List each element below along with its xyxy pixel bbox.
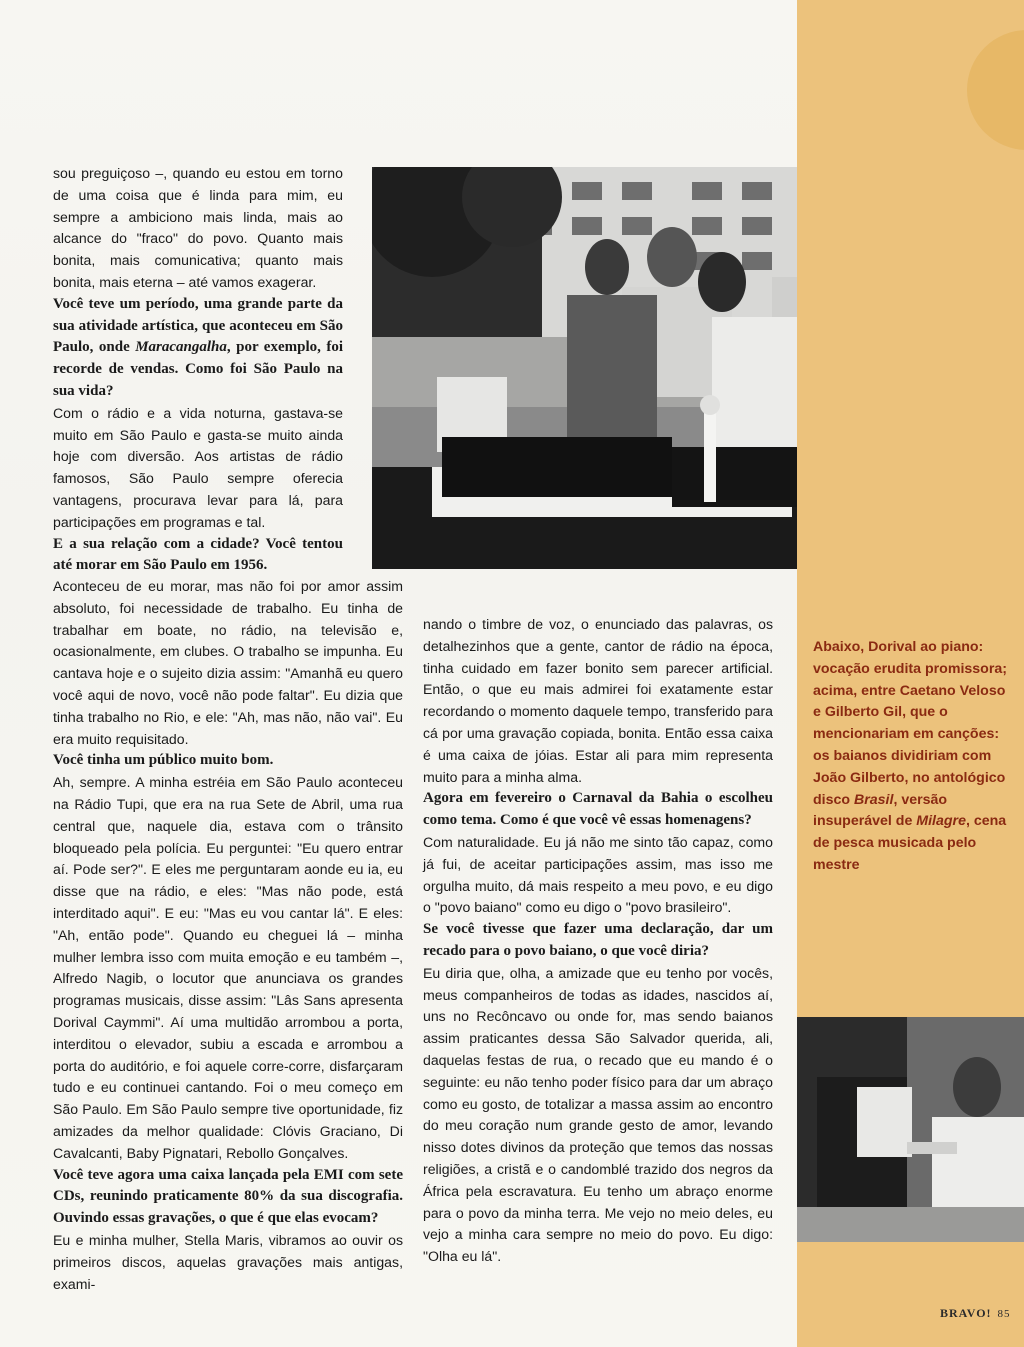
answer-paragraph: sou preguiçoso –, quando eu estou em torno de uma coisa que é linda para mim, eu sempre a ambiciono mais linda, mais ao alcance do "fraco" do povo. Quanto mais bonita, mais comunicativa; quanto mais bonita, mais eterna – até vamos exagerar.: [53, 165, 343, 290]
text-column-1-lower: [53, 576, 403, 1295]
caption-text: , cena de pesca musicada pelo mestre: [813, 813, 1007, 873]
question-text: Você teve um período, uma grande parte da sua atividade artística, que aconteceu em São Paulo, onde: [53, 295, 343, 356]
answer-paragraph: Aconteceu de eu morar, mas não foi por amor assim absoluto, foi necessidade de trabalho. Eu tinha de trabalhar em boate, no rádio, na televisão e, ocasionalmente, em clubes. O trabalho se impunha. Eu cantava hoje e o sujeito dizia assim: "Amanhã eu quero você aqui de novo, você não pode faltar". Eu dizia que tinha trabalho no Rio, e ele: "Ah, mas não, não vai". Eu era muito requisitado.: [53, 578, 403, 747]
decorative-circle: [967, 30, 1024, 150]
question-paragraph: Você tinha um público muito bom.: [53, 752, 274, 769]
question-paragraph: Agora em fevereiro o Carnaval da Bahia o escolheu como tema. Como é que você vê essas homenagens?: [423, 790, 773, 829]
question-text: , por exemplo, foi recorde de vendas. Como foi São Paulo na sua vida?: [53, 339, 343, 399]
question-paragraph: Se você tivesse que fazer uma declaração, dar um recado para o povo baiano, o que você diria?: [423, 921, 773, 959]
question-paragraph: [53, 294, 343, 403]
photo-three-musicians: [372, 167, 797, 569]
caption-text: , versão insuperável de: [813, 791, 948, 830]
magazine-name: BRAVO!: [940, 1306, 992, 1320]
song-title: Maracangalha: [135, 339, 227, 356]
answer-paragraph: Eu e minha mulher, Stella Maris, vibramos ao ouvir os primeiros discos, aquelas gravações mais antigas, exami-: [53, 1231, 403, 1292]
page-number: 85: [997, 1308, 1011, 1320]
text-column-1: [53, 163, 343, 577]
photo-three-musicians-illustration: [372, 167, 797, 569]
question-paragraph: Você teve agora uma caixa lançada pela EMI com sete CDs, reunindo praticamente 80% da sua discografia. Ouvindo essas gravações, o que é que elas evocam?: [53, 1166, 403, 1227]
answer-paragraph: Com naturalidade. Eu já não me sinto tão capaz, como já fui, de aceitar participações assim, mas isso me orgulha muito, dá mais respeito a meu povo, e eu digo o "povo baiano" como eu digo o "povo brasileiro".: [423, 833, 773, 916]
page-folio: [940, 1306, 1011, 1321]
song-title: Milagre: [916, 813, 966, 830]
answer-paragraph: Com o rádio e a vida noturna, gastava-se muito em São Paulo e gasta-se muito ainda hoje com diversão. Aos artistas de rádio famosos, São Paulo sempre oferecia vantagens, procurava levar para lá, para participações em programas e tal.: [53, 404, 343, 530]
caption-text: Abaixo, Dorival ao piano: vocação erudita promissora; acima, entre Caetano Veloso e Gilberto Gil, que o mencionariam em canções: os baianos dividiriam com João Gilberto, no antológico disco: [813, 639, 1007, 808]
answer-paragraph: Ah, sempre. A minha estréia em São Paulo aconteceu na Rádio Tupi, que era na rua Sete de Abril, uma rua central que, naquele dia, estava com o trânsito bloqueado pela polícia. Eu perguntei: "Eu quero entrar aí. Pode ser?". E eles me perguntaram aonde eu ia, eu disse que na rádio, e eles: "Mas não pode, está interditado aqui". E eu: "Mas eu vou cantar lá". E eles: "Ah, então pode". Quando eu cheguei lá – minha mulher lembra isso com muita emoção e eu também –, Alfredo Nagib, o locutor que anunciava os grandes programas musicais, disse assim: "Lâs Sans apresenta Dorival Caymmi". Aí uma multidão arrombou a porta, interditou o elevador, subiu a escada e arrombou a porta do auditório, e foi aquele corre-corre, disfarçaram tudo e eu continuei cantando. Foi o meu começo em São Paulo. Em São Paulo sempre tive oportunidade, fiz amizades da melhor qualidade: Clóvis Graciano, Di Cavalcanti, Baby Pignatari, Rebollo Gonçalves.: [53, 774, 403, 1161]
album-title: Brasil: [854, 791, 894, 808]
question-paragraph: E a sua relação com a cidade? Você tentou até morar em São Paulo em 1956.: [53, 535, 343, 574]
answer-paragraph: nando o timbre de voz, o enunciado das palavras, os detalhezinhos que a gente, cantor de rádio na época, tinha cuidado em fazer bonito sem parecer artificial. Então, o que eu mais admirei foi exatamente estar recordando o momento daquele tempo, transferido para cá por uma gravação copiada, bonita. Então essa caixa é uma caixa de jóias. Estar ali para mim representa muito para a minha alma.: [423, 616, 773, 785]
photo-caption: [813, 637, 1013, 877]
photo-dorival-piano-illustration: [797, 1017, 1024, 1242]
text-column-2: [423, 614, 773, 1268]
photo-dorival-piano: [797, 1017, 1024, 1242]
answer-paragraph: Eu diria que, olha, a amizade que eu tenho por vocês, meus companheiros de todas as idades, nascidos aí, uns no Recôncavo ou onde for, mas sendo baianos assim praticantes dessa São Salvador querida, ali, daquelas festas de rua, o recado que eu mando é o seguinte: eu não tenho poder físico para dar um abraço como eu gosto, de totalizar a massa assim ao encontro do meu coração num grande gesto de amor, levando nisso dotes divinos da proteção que temos das nossas religiões, a cristã e o candomblé trazido dos negros da África pela escravatura. Eu tenho um abraço enorme para o povo da minha terra. Me vejo no meio deles, eu vejo a minha cara sempre no meio do povo. Eu digo: "Olha eu lá".: [423, 964, 773, 1265]
